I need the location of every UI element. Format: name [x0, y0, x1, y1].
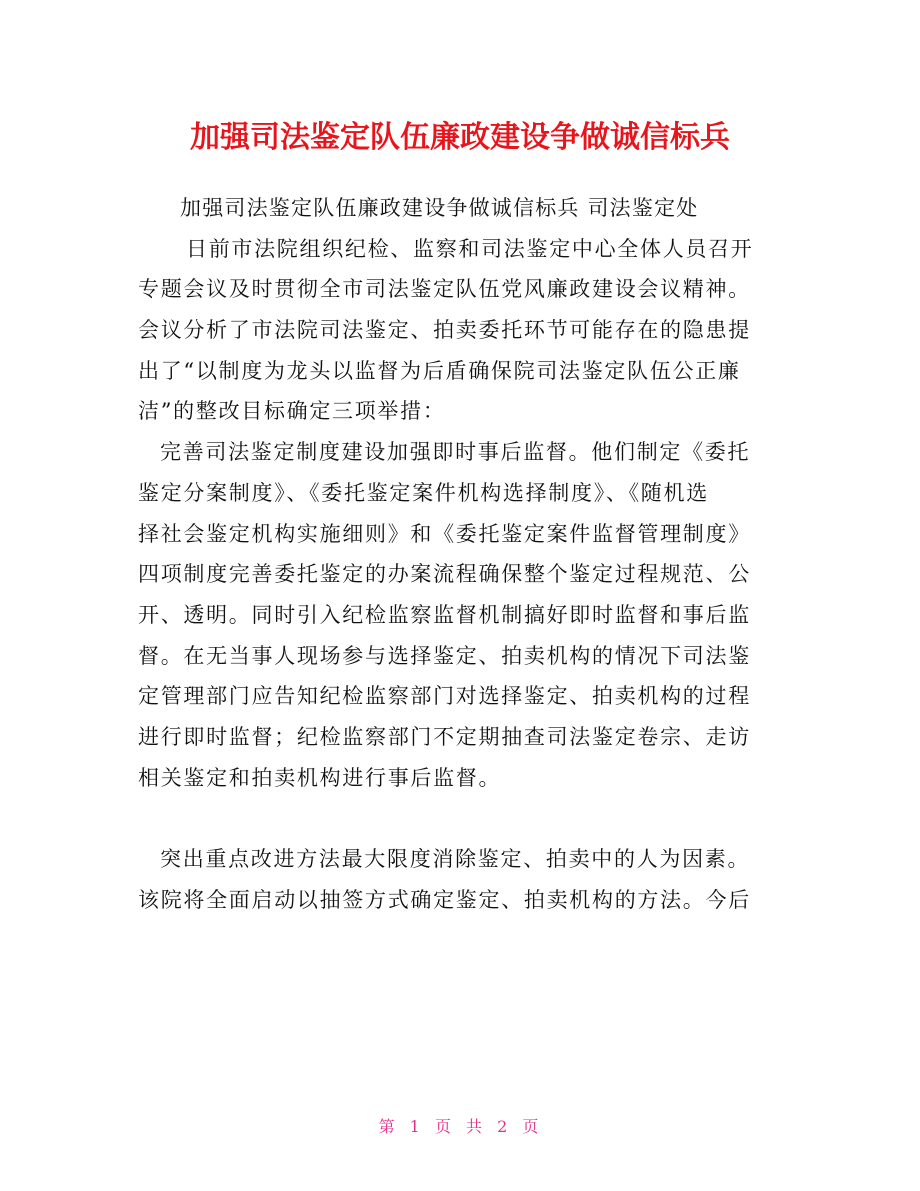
- paragraph-line: 会议分析了市法院司法鉴定、拍卖委托环节可能存在的隐患提: [138, 318, 751, 343]
- paragraph-line: 督。在无当事人现场参与选择鉴定、拍卖机构的情况下司法鉴: [138, 643, 751, 668]
- paragraph-line: 该院将全面启动以抽签方式确定鉴定、拍卖机构的方法。今后: [138, 887, 751, 912]
- document-title: 加强司法鉴定队伍廉政建设争做诚信标兵: [190, 120, 730, 155]
- paragraph-line: 洁”的整改目标确定三项举措：: [138, 399, 446, 424]
- paragraph-line: 日前市法院组织纪检、监察和司法鉴定中心全体人员召开: [186, 236, 754, 261]
- paragraph-line: 四项制度完善委托鉴定的办案流程确保整个鉴定过程规范、公: [138, 562, 751, 587]
- paragraph-line: 择社会鉴定机构实施细则》和《委托鉴定案件监督管理制度》: [138, 521, 751, 546]
- document-subtitle: 加强司法鉴定队伍廉政建设争做诚信标兵 司法鉴定处: [180, 196, 699, 220]
- paragraph-line: 定管理部门应告知纪检监察部门对选择鉴定、拍卖机构的过程: [138, 684, 751, 709]
- paragraph-line: 出了“以制度为龙头以监督为后盾确保院司法鉴定队伍公正廉: [138, 358, 741, 383]
- document-body: [138, 188, 786, 920]
- paragraph-line: 开、透明。同时引入纪检监察监督机制搞好即时监督和事后监: [138, 602, 751, 627]
- paragraph-line: 进行即时监督；纪检监察部门不定期抽查司法鉴定卷宗、走访: [138, 724, 751, 749]
- paragraph-line: 完善司法鉴定制度建设加强即时事后监督。他们制定《委托: [160, 440, 751, 465]
- paragraph-3: [138, 839, 786, 920]
- page-number-footer: 第 1 页 共 2 页: [378, 1117, 542, 1136]
- paragraph-line: 专题会议及时贯彻全市司法鉴定队伍党风廉政建设会议精神。: [138, 277, 751, 302]
- paragraph-2: [138, 432, 786, 798]
- paragraph-line: 相关鉴定和拍卖机构进行事后监督。: [138, 765, 502, 790]
- paragraph-line: 鉴定分案制度》、《委托鉴定案件机构选择制度》、《随机选: [138, 480, 709, 505]
- paragraph-line: 突出重点改进方法最大限度消除鉴定、拍卖中的人为因素。: [160, 847, 751, 871]
- paragraph-spacer: [138, 798, 786, 839]
- paragraph-1: [138, 229, 786, 432]
